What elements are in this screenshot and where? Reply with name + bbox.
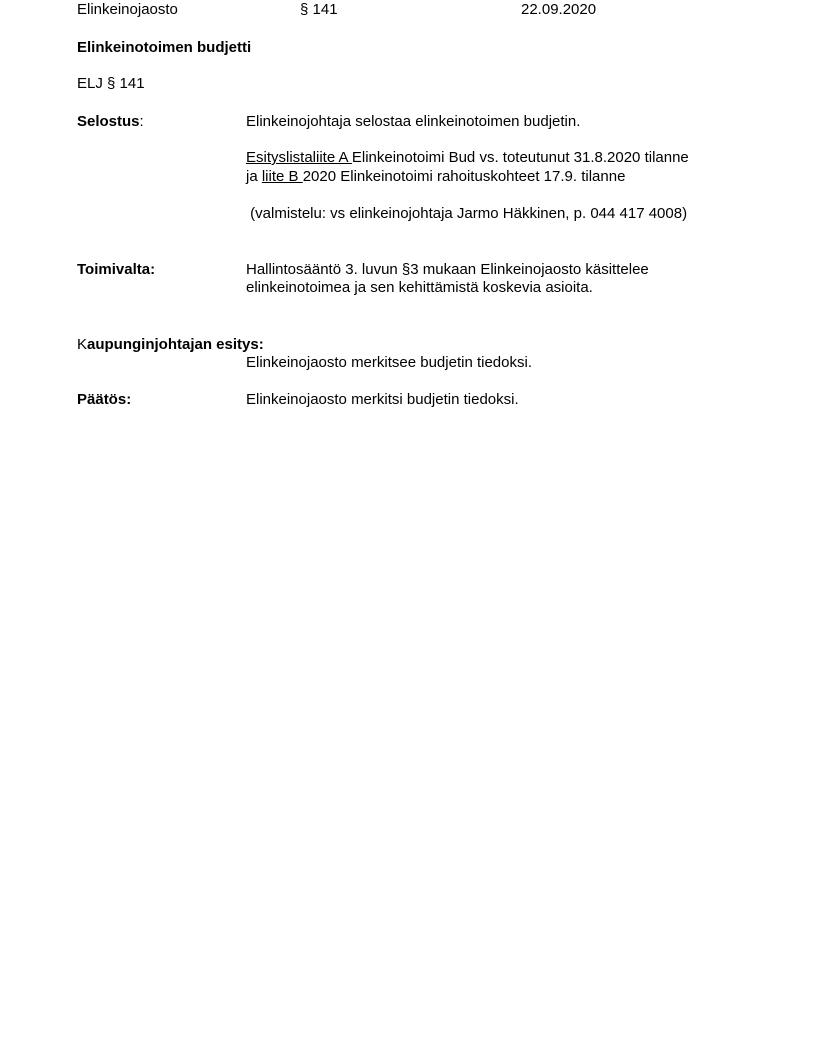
attachment-a-text: Elinkeinotoimi Bud vs. toteutunut 31.8.2020 tilanne — [351, 149, 689, 166]
toimivalta-label: Toimivalta: — [77, 261, 156, 278]
selostus-label-colon: : — [139, 113, 144, 130]
toimivalta-line-2: elinkeinotoimea ja sen kehittämistä koskevia asioita. — [246, 279, 593, 296]
attachment-b-prefix: ja — [246, 168, 262, 185]
esitys-text: Elinkeinojaosto merkitsee budjetin tiedoksi. — [246, 354, 532, 371]
attachment-a-link[interactable]: Esityslistaliite A — [246, 149, 352, 166]
esitys-label-first: K — [77, 336, 88, 353]
header-committee: Elinkeinojaosto — [77, 1, 178, 18]
paatos-label: Päätös: — [77, 391, 132, 408]
attachment-b-link[interactable]: liite B — [261, 168, 303, 185]
paatos-text: Elinkeinojaosto merkitsi budjetin tiedoksi. — [246, 391, 519, 408]
selostus-paragraph: Elinkeinojohtaja selostaa elinkeinotoimen budjetin. — [246, 113, 581, 130]
preparer-info: (valmistelu: vs elinkeinojohtaja Jarmo Häkkinen, p. 044 417 4008) — [246, 205, 688, 222]
selostus-label — [77, 112, 144, 131]
document-reference: ELJ § 141 — [77, 75, 145, 92]
toimivalta-line-1: Hallintosääntö 3. luvun §3 mukaan Elinkeinojaosto käsittelee — [246, 261, 649, 278]
attachment-a-line — [246, 148, 689, 167]
esitys-label — [77, 335, 264, 354]
selostus-label-text: Selostus — [77, 113, 140, 130]
esitys-label-rest: aupunginjohtajan esitys: — [87, 336, 264, 353]
header-date: 22.09.2020 — [521, 1, 597, 18]
document-title: Elinkeinotoimen budjetti — [77, 39, 252, 56]
attachment-b-text: 2020 Elinkeinotoimi rahoituskohteet 17.9. tilanne — [302, 168, 626, 185]
header-section: § 141 — [300, 1, 338, 18]
attachment-b-line — [246, 167, 625, 186]
